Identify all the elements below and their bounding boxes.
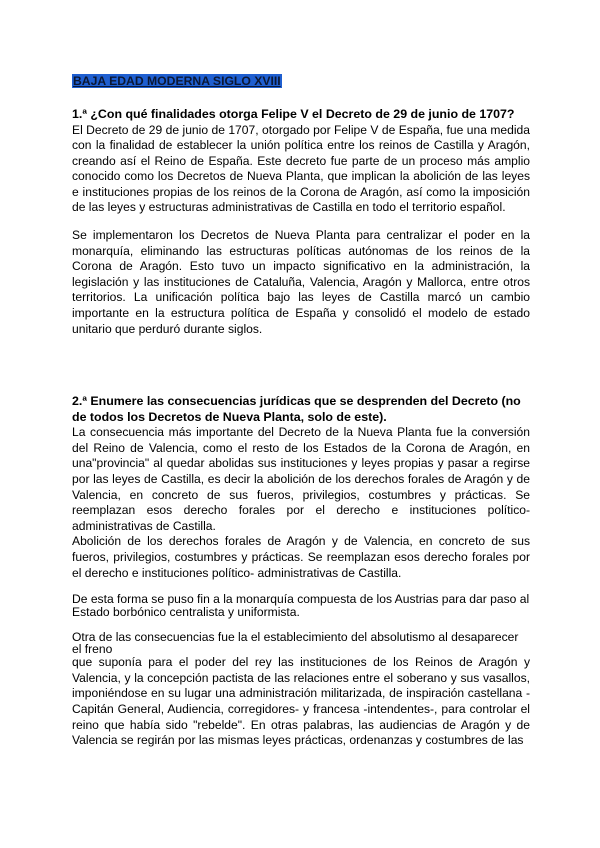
question-1-paragraph-2: Se implementaron los Decretos de Nueva Planta para centralizar el poder en la monarquía, eliminando las estructuras políticas autónomas de los reinos de la Corona de Aragón. Esto tuvo un impacto significativo en la administración, la legislación y las instituciones de Cataluña, Valencia, Aragón y Mallorca, entre otros territorios. La unificación política bajo las leyes de Castilla marcó un cambio importante en la estructura política de España y consolidó el modelo de estado unitario que perduró durante siglos.: [72, 228, 530, 336]
question-2-paragraph-3: De esta forma se puso fin a la monarquía compuesta de los Austrias para dar paso al Estado borbónico centralista y uniformista.: [72, 592, 530, 620]
document-title: BAJA EDAD MODERNA SIGLO XVIII: [73, 74, 281, 88]
question-2-paragraph-5: que suponía para el poder del rey las instituciones de los Reinos de Aragón y Valencia, y la concepción pactista de las relaciones entre el soberano y sus vasallos, imponiéndose en su lugar una administración militarizada, de inspiración castellana -Capitán General, Audiencia, corregidores- y francesa -intendentes-, para controlar el reino que había sido "rebelde". En otras palabras, las audiencias de Aragón y de Valencia se regirán por las mismas leyes prácticas, ordenanzas y costumbres de las: [72, 655, 530, 748]
question-1-paragraph-1: El Decreto de 29 de junio de 1707, otorgado por Felipe V de España, fue una medida con la finalidad de establecer la unión política entre los reinos de Castilla y Aragón, creando así el Reino de España. Este decreto fue parte de un proceso más amplio conocido como los Decretos de Nueva Planta, que implican la abolición de las leyes e instituciones propias de los reinos de la Corona de Aragón, así como la imposición de las leyes y estructuras administrativas de Castilla en todo el territorio español.: [72, 122, 530, 215]
question-2-paragraph-2: Abolición de los derechos forales de Aragón y de Valencia, en concreto de sus fueros, privilegios, costumbres y prácticas. Se reemplazan esos derecho forales por el derecho e instituciones político- administrativas de Castilla.: [72, 534, 530, 580]
question-2-heading: 2.ª Enumere las consecuencias jurídicas que se desprenden del Decreto (no de todos los Decretos de Nueva Planta, solo de este).: [72, 394, 521, 424]
document-page: [72, 72, 530, 749]
question-2-paragraph-4: Otra de las consecuencias fue la el establecimiento del absolutismo al desaparecer el freno: [72, 630, 519, 657]
question-2-paragraph-1: La consecuencia más importante del Decreto de la Nueva Planta fue la conversión del Reino de Valencia, como el resto de los Estados de la Corona de Aragón, en una"provincia" al quedar abolidas sus instituciones y leyes propias y pasar a regirse por las leyes de Castilla, es decir la abolición de los derechos forales de Aragón y de Valencia, en concreto de sus fueros, privilegios, costumbres y prácticas. Se reemplazan esos derecho forales por el derecho e instituciones político-administrativas de Castilla.: [72, 425, 530, 533]
question-1-heading: 1.ª ¿Con qué finalidades otorga Felipe V el Decreto de 29 de junio de 1707?: [72, 107, 515, 121]
